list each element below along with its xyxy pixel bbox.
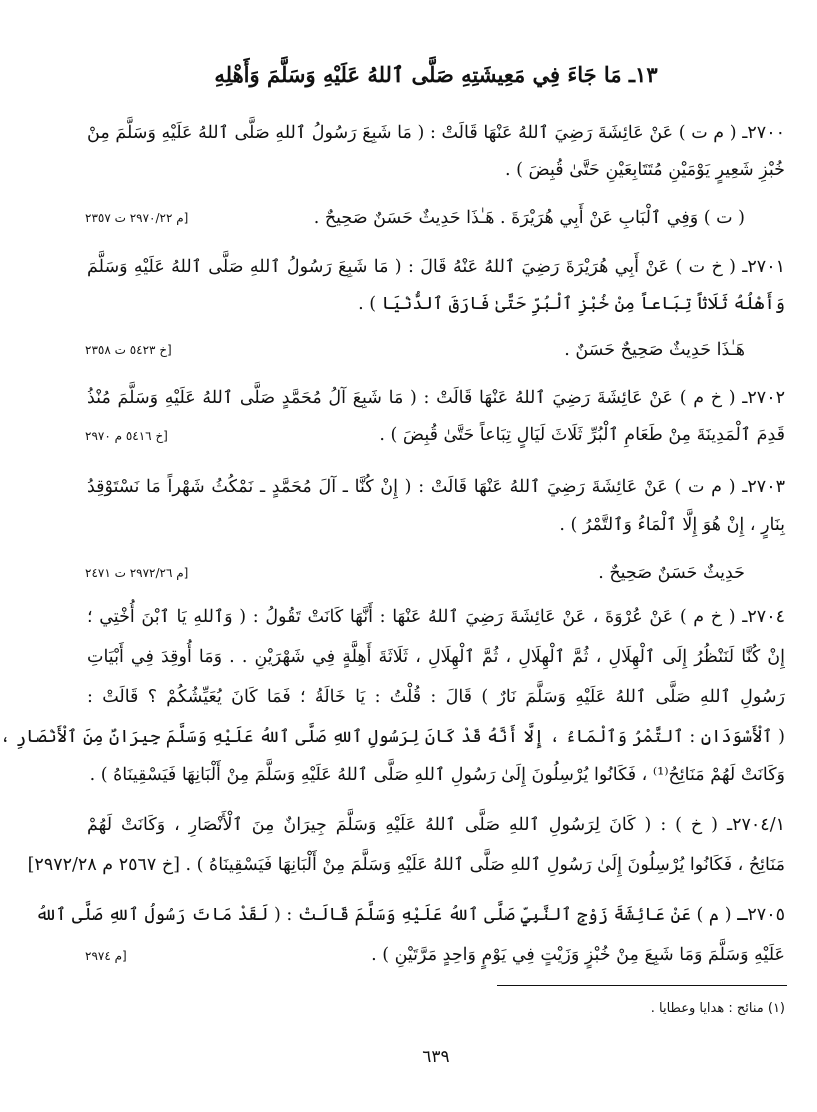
footnote: (١) منائح : هدايا وعطايا . [650,1001,785,1016]
hadith-2702-reference: [خ ٥٤١٦ م ٢٩٧٠ [85,429,168,443]
hadith-2704-line-3: رَسُولِ ٱللهِ صَلَّى ٱللهُ عَلَيْهِ وَسَلَّمَ نَارٌ ) قَالَ : قُلْتُ : يَا خَالَةُ ؛ فَمَا كَانَ يُعَيِّشُكُمْ ؟ قَالَتْ : [87,687,785,707]
footnote-divider [497,985,787,986]
hadith-2702-line-2: قَدِمَ ٱلْمَدِينَةَ مِنْ طَعَامِ ٱلْبُرِّ ثَلَاثَ لَيَالٍ تِبَاعاً حَتَّىٰ قُبِضَ ) . [379,425,785,445]
hadith-2700-note: ( ت ) وَفِي ٱلْبَابِ عَنْ أَبِي هُرَيْرَةَ . هَـٰذَا حَدِيثٌ حَسَنٌ صَحِيحٌ . [313,208,745,228]
hadith-2700-reference: [م ٢٩٧٠/٢٢ ت ٢٣٥٧ [85,211,189,225]
hadith-2702-line-1: ٢٧٠٢ـ ( خ م ) عَنْ عَائِشَةَ رَضِيَ ٱللهُ عَنْهَا قَالَتْ : ( مَا شَبِعَ آلُ مُحَمَّدٍ صَلَّى ٱللهُ عَلَيْهِ وَسَلَّمَ مُنْذُ [87,388,785,408]
hadith-2704-line-5: وَكَانَتْ لَهُمْ مَنَائِحُ⁽¹⁾ ، فَكَانُوا يُرْسِلُونَ إِلَىٰ رَسُولِ ٱللهِ صَلَّى ٱللهُ عَلَيْهِ وَسَلَّمَ مِنْ أَلْبَانِهَا فَيَسْقِينَاهُ ) . [89,765,785,785]
hadith-2705-line-1: ٢٧٠٥ـ ( م ) عَنْ عَائِشَةَ زَوْجِ ٱلنَّبِيِّ صَلَّى ٱللهُ عَلَيْهِ وَسَلَّمَ قَالَتْ : ( لَقَدْ مَاتَ رَسُولُ ٱللهِ صَلَّى ٱللهُ [35,905,785,925]
hadith-2705-reference: [م ٢٩٧٤ [85,949,127,963]
hadith-2704-1-line-1: ٢٧٠٤/١ـ ( خ ) : ( كَانَ لِرَسُولِ ٱللهِ صَلَّى ٱللهُ عَلَيْهِ وَسَلَّمَ جِيرَانٌ مِنَ ٱلْأَنْصَارِ ، وَكَانَتْ لَهُمْ [87,815,785,835]
hadith-2700-line-2: خُبْزِ شَعِيرٍ يَوْمَيْنِ مُتَتَابِعَيْنِ حَتَّىٰ قُبِضَ ) . [505,160,785,180]
hadith-2703-note: حَدِيثٌ حَسَنٌ صَحِيحٌ . [598,563,745,583]
hadith-2700-line-1: ٢٧٠٠ـ ( م ت ) عَنْ عَائِشَةَ رَضِيَ ٱللهُ عَنْهَا قَالَتْ : ( مَا شَبِعَ رَسُولُ ٱللهِ صَلَّى ٱللهُ عَلَيْهِ وَسَلَّمَ مِنْ [87,123,785,143]
hadith-2701-line-1: ٢٧٠١ـ ( خ ت ) عَنْ أَبِي هُرَيْرَةَ رَضِيَ ٱللهُ عَنْهُ قَالَ : ( مَا شَبِعَ رَسُولُ ٱللهِ صَلَّى ٱللهُ عَلَيْهِ وَسَلَّمَ [87,257,785,277]
hadith-2705-line-2: عَلَيْهِ وَسَلَّمَ وَمَا شَبِعَ مِنْ خُبْزٍ وَزَيْتٍ فِي يَوْمٍ وَاحِدٍ مَرَّتَيْنِ ) . [371,945,785,965]
chapter-heading: ١٣ـ مَا جَاءَ فِي مَعِيشَتِهِ صَلَّى ٱللهُ عَلَيْهِ وَسَلَّمَ وَأَهْلِهِ [214,62,658,87]
hadith-2703-line-1: ٢٧٠٣ـ ( م ت ) عَنْ عَائِشَةَ رَضِيَ ٱللهُ عَنْهَا قَالَتْ : ( إِنْ كُنَّا ـ آلَ مُحَمَّدٍ ـ نَمْكُثُ شَهْراً مَا نَسْتَوْقِدُ [87,477,785,497]
page-number: ٦٣٩ [422,1047,450,1067]
hadith-2704-line-4: ( ٱلْأَسْوَدَانِ : ٱلتَّمْرُ وَٱلْمَاءُ ، إِلَّا أَنَّهُ قَدْ كَانَ لِرَسُولِ ٱللهِ صَلَّى ٱللهُ عَلَيْهِ وَسَلَّمَ جِيرَانٌ مِنَ ٱلْأَنْصَارِ ، [0,727,785,747]
hadith-2704-line-1: ٢٧٠٤ـ ( خ م ) عَنْ عُرْوَةَ ، عَنْ عَائِشَةَ رَضِيَ ٱللهُ عَنْهَا : أَنَّهَا كَانَتْ تَقُولُ : ( وَٱللهِ يَا ٱبْنَ أُخْتِي ؛ [87,607,785,627]
hadith-2701-note: هَـٰذَا حَدِيثٌ صَحِيحٌ حَسَنٌ . [564,340,745,360]
hadith-2704-line-2: إِنْ كُنَّا لَنَنْظُرُ إِلَى ٱلْهِلَالِ ، ثُمَّ ٱلْهِلَالِ ، ثُمَّ ٱلْهِلَالِ ، ثَلَاثَةَ أَهِلَّةٍ فِي شَهْرَيْنِ . . وَمَا أُوقِدَ فِي أَبْيَاتِ [87,647,785,667]
hadith-2701-reference: [خ ٥٤٢٣ ت ٢٣٥٨ [85,343,172,357]
hadith-2704-1-line-2: مَنَائِحُ ، فَكَانُوا يُرْسِلُونَ إِلَىٰ رَسُولِ ٱللهِ صَلَّى ٱللهُ عَلَيْهِ وَسَلَّمَ مِنْ أَلْبَانِهَا فَيَسْقِينَاهُ ) . [خ ٢٥٦٧ م ٢٩٧٢/٢٨] [27,855,785,875]
hadith-2701-line-2: وَأَهْلُهُ ثَلَاثاً تِبَاعاً مِنْ خُبْزِ ٱلْبُرِّ حَتَّىٰ فَارَقَ ٱلدُّنْيَا ) . [358,294,785,314]
hadith-2703-reference: [م ٢٩٧٢/٢٦ ت ٢٤٧١ [85,566,189,580]
hadith-2703-line-2: بِنَارٍ ، إِنْ هُوَ إِلَّا ٱلْمَاءُ وَٱلتَّمْرُ ) . [559,515,785,535]
